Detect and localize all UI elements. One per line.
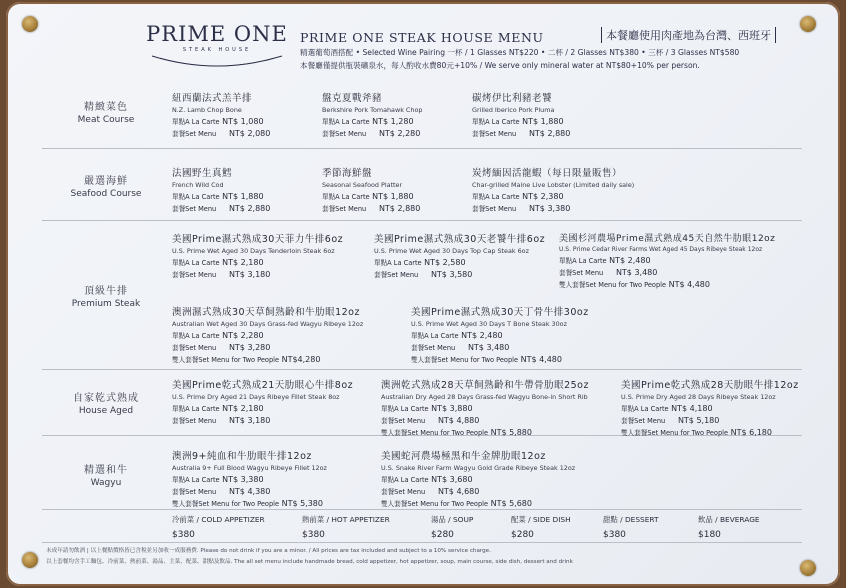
item-name-en: U.S. Prime Dry Aged 28 Days Ribeye Steak 12oz xyxy=(621,393,776,401)
alacarte-label: 單點A La Carte xyxy=(381,476,429,484)
item-name-zh: 季節海鮮盤 xyxy=(322,168,373,179)
setmenu-label: 套餐Set Menu xyxy=(381,417,426,425)
section-title-zh: 頂級牛排 xyxy=(84,286,128,297)
menu-item-snake-river-wagyu xyxy=(381,448,575,510)
menu-item-ribeye-fillet-8oz xyxy=(172,377,353,427)
item-name-en: Australia 9+ Full Blood Wagyu Ribeye Fillet 12oz xyxy=(172,464,327,472)
alacarte-label: 單點A La Carte xyxy=(559,257,607,265)
menu-item-iberico-pluma xyxy=(472,90,570,140)
section-title-en: Wagyu xyxy=(90,478,122,488)
extra-label: 熱前菜 / HOT APPETIZER xyxy=(302,515,390,524)
extra-cold-appetizer xyxy=(172,514,265,540)
section-wagyu xyxy=(48,461,164,488)
setmenu-label: 套餐Set Menu xyxy=(374,271,419,279)
extra-price: $380 xyxy=(302,530,325,540)
alacarte-label: 單點A La Carte xyxy=(472,193,520,201)
menu-item-lamb-chop xyxy=(172,90,270,140)
setmenu-price: NT$ 3,580 xyxy=(430,270,473,279)
divider xyxy=(42,148,802,149)
alacarte-label: 單點A La Carte xyxy=(621,405,669,413)
setmenu-price: NT$ 3,480 xyxy=(615,268,658,277)
setmenu-label: 套餐Set Menu xyxy=(172,488,217,496)
alacarte-label: 單點A La Carte xyxy=(172,405,220,413)
extra-hot-appetizer xyxy=(302,514,390,540)
alacarte-label: 單點A La Carte xyxy=(172,193,220,201)
menu-item-pork-tomahawk xyxy=(322,90,422,140)
logo xyxy=(146,22,288,72)
item-name-en: Char-grilled Maine Live Lobster (Limited daily sale) xyxy=(472,181,635,189)
item-name-zh: 澳洲9+純血和牛肋眼牛排12oz xyxy=(172,451,312,462)
menu-item-tenderloin-6oz xyxy=(172,231,343,281)
menu-item-top-cap-6oz xyxy=(374,231,545,281)
logo-text: PRIME ONE xyxy=(146,22,288,46)
twopeople-price: NT$ 6,180 xyxy=(730,428,772,437)
item-name-en: U.S. Prime Wet Aged 30 Days Top Cap Steak 6oz xyxy=(374,247,529,255)
setmenu-price: NT$ 4,680 xyxy=(437,487,480,496)
setmenu-price: NT$ 3,180 xyxy=(228,416,271,425)
alacarte-label: 單點A La Carte xyxy=(172,118,220,126)
section-meat-course xyxy=(48,98,164,125)
item-name-zh: 美國Prime乾式熟成21天肋眼心牛排8oz xyxy=(172,380,354,391)
alacarte-price: NT$ 1,880 xyxy=(372,192,414,201)
alacarte-label: 單點A La Carte xyxy=(411,332,459,340)
extra-label: 冷前菜 / COLD APPETIZER xyxy=(172,515,265,524)
logo-swoosh-icon xyxy=(146,50,288,72)
section-title-en: House Aged xyxy=(78,406,134,416)
menu-item-cedar-river-ribeye xyxy=(559,231,775,291)
menu-board xyxy=(6,2,840,586)
item-name-zh: 美國Prime濕式熟成30天菲力牛排6oz xyxy=(172,234,344,245)
item-name-zh: 盤克夏戰斧豬 xyxy=(322,93,383,104)
section-title-zh: 精緻菜色 xyxy=(84,102,128,113)
twopeople-label: 雙人套餐Set Menu for Two People xyxy=(381,429,489,437)
item-name-en: Australian Dry Aged 28 Days Grass-fed Wagyu Bone-in Short Rib xyxy=(381,393,588,401)
setmenu-label: 套餐Set Menu xyxy=(172,130,217,138)
item-name-zh: 紐西蘭法式羔羊排 xyxy=(172,93,253,104)
menu-item-full-blood-wagyu xyxy=(172,448,327,510)
screw-icon xyxy=(22,16,38,32)
setmenu-price: NT$ 2,880 xyxy=(378,204,421,213)
setmenu-price: NT$ 2,280 xyxy=(378,129,421,138)
section-premium-steak xyxy=(48,282,164,309)
menu-item-wagyu-short-rib xyxy=(381,377,589,439)
extra-label: 配菜 / SIDE DISH xyxy=(511,515,571,524)
setmenu-label: 套餐Set Menu xyxy=(172,271,217,279)
alacarte-price: NT$ 2,480 xyxy=(609,256,651,265)
item-name-zh: 美國Prime濕式熟成30天丁骨牛排30oz xyxy=(411,307,589,318)
item-name-zh: 法國野生真鱈 xyxy=(172,168,233,179)
setmenu-label: 套餐Set Menu xyxy=(172,417,217,425)
item-name-zh: 碳烤伊比利豬老饕 xyxy=(472,93,553,104)
extra-label: 湯品 / SOUP xyxy=(431,515,474,524)
twopeople-price: NT$ 4,480 xyxy=(668,280,710,289)
twopeople-label: 雙人套餐Set Menu for Two People xyxy=(559,281,667,289)
menu-item-wild-cod xyxy=(172,165,270,215)
setmenu-price: NT$ 5,180 xyxy=(677,416,720,425)
menu-item-t-bone-30oz xyxy=(411,304,589,366)
setmenu-label: 套餐Set Menu xyxy=(322,130,367,138)
setmenu-price: NT$ 3,180 xyxy=(228,270,271,279)
divider xyxy=(42,369,802,370)
footer-note-2: 以上套餐均含手工麵包、冷前菜、熱前菜、湯品、主菜、配菜、甜點及飲品. The all set menu include handmade bread, cold appetizer, hot appetizer, soup, main course, side dish, dessert and drink xyxy=(46,559,573,565)
alacarte-price: NT$ 2,380 xyxy=(522,192,564,201)
alacarte-label: 單點A La Carte xyxy=(172,332,220,340)
alacarte-label: 單點A La Carte xyxy=(472,118,520,126)
menu-item-wagyu-ribeye-wet xyxy=(172,304,363,366)
alacarte-price: NT$ 3,380 xyxy=(222,475,264,484)
alacarte-label: 單點A La Carte xyxy=(322,193,370,201)
wine-pairing: 精選葡萄酒搭配 • Selected Wine Pairing 一杯 / 1 Glasses NT$220 • 二杯 / 2 Glasses NT$380 • 三杯 / 3 Glasses NT$580 xyxy=(300,48,740,57)
screw-icon xyxy=(800,16,816,32)
item-name-en: U.S. Prime Wet Aged 30 Days Tenderloin Steak 6oz xyxy=(172,247,335,255)
item-name-zh: 炭烤緬因活龍蝦（每日限量販售） xyxy=(472,168,623,179)
section-house-aged xyxy=(48,389,164,416)
footer-note-1: 未成年請勿飲酒 | 以上餐點價格皆已含稅並另加收一成服務費. Please do not drink if you are a minor. / All prices are tax included and subject to a 10% service charge. xyxy=(46,548,491,554)
alacarte-price: NT$ 1,880 xyxy=(522,117,564,126)
setmenu-label: 套餐Set Menu xyxy=(472,205,517,213)
alacarte-price: NT$ 2,580 xyxy=(424,258,466,267)
section-title-zh: 自家乾式熟成 xyxy=(73,393,139,404)
item-name-en: U.S. Prime Cedar River Farms Wet Aged 45 Days Ribeye Steak 12oz xyxy=(559,246,763,253)
water-note: 本餐廳僅提供瓶裝礦泉水，每人酌收水費80元+10% / We serve only mineral water at NT$80+10% per person. xyxy=(300,61,700,70)
alacarte-price: NT$ 3,680 xyxy=(431,475,473,484)
setmenu-label: 套餐Set Menu xyxy=(322,205,367,213)
setmenu-price: NT$ 4,880 xyxy=(437,416,480,425)
setmenu-price: NT$ 3,480 xyxy=(467,343,510,352)
setmenu-label: 套餐Set Menu xyxy=(559,269,604,277)
extra-side-dish xyxy=(511,514,571,540)
extra-price: $280 xyxy=(431,530,454,540)
setmenu-label: 套餐Set Menu xyxy=(172,344,217,352)
setmenu-label: 套餐Set Menu xyxy=(381,488,426,496)
item-name-en: Seasonal Seafood Platter xyxy=(322,181,403,189)
setmenu-label: 套餐Set Menu xyxy=(621,417,666,425)
alacarte-label: 單點A La Carte xyxy=(322,118,370,126)
section-title-en: Premium Steak xyxy=(71,299,141,309)
section-title-zh: 精選和牛 xyxy=(84,465,128,476)
extra-price: $180 xyxy=(698,530,721,540)
item-name-en: Berkshire Pork Tomahawk Chop xyxy=(322,106,423,114)
alacarte-price: NT$ 1,880 xyxy=(222,192,264,201)
alacarte-price: NT$ 2,180 xyxy=(222,404,264,413)
alacarte-price: NT$ 2,280 xyxy=(222,331,264,340)
meat-origin-note: 本餐廳使用肉產地為台灣、西班牙 xyxy=(601,27,776,43)
extra-price: $380 xyxy=(172,530,195,540)
divider xyxy=(42,220,802,221)
screw-icon xyxy=(22,552,38,568)
alacarte-label: 單點A La Carte xyxy=(172,476,220,484)
item-name-zh: 澳洲濕式熟成30天草飼熟齡和牛肋眼12oz xyxy=(172,307,360,318)
item-name-en: Australian Wet Aged 30 Days Grass-fed Wagyu Ribeye 12oz xyxy=(172,320,364,328)
setmenu-price: NT$ 3,280 xyxy=(228,343,271,352)
item-name-zh: 美國蛇河農場極黑和牛金牌肋眼12oz xyxy=(381,451,546,462)
section-title-en: Seafood Course xyxy=(70,189,142,199)
twopeople-price: NT$ 5,680 xyxy=(490,499,532,508)
item-name-en: N.Z. Lamb Chop Bone xyxy=(172,106,242,114)
item-name-en: French Wild Cod xyxy=(172,181,224,189)
twopeople-price: NT$ 5,380 xyxy=(281,499,323,508)
setmenu-price: NT$ 3,380 xyxy=(528,204,571,213)
section-title-en: Meat Course xyxy=(77,115,135,125)
alacarte-price: NT$ 4,180 xyxy=(671,404,713,413)
alacarte-price: NT$ 2,480 xyxy=(461,331,503,340)
extra-dessert xyxy=(603,514,659,540)
alacarte-price: NT$ 1,280 xyxy=(372,117,414,126)
menu-title: PRIME ONE STEAK HOUSE MENU xyxy=(300,30,544,45)
setmenu-price: NT$ 2,080 xyxy=(228,129,271,138)
setmenu-label: 套餐Set Menu xyxy=(472,130,517,138)
extra-price: $280 xyxy=(511,530,534,540)
item-name-zh: 美國Prime乾式熟成28天肋眼牛排12oz xyxy=(621,380,799,391)
item-name-en: U.S. Prime Dry Aged 21 Days Ribeye Fillet Steak 8oz xyxy=(172,393,340,401)
alacarte-label: 單點A La Carte xyxy=(172,259,220,267)
extra-soup xyxy=(431,514,473,540)
twopeople-label: 雙人套餐Set Menu for Two People xyxy=(411,356,519,364)
alacarte-label: 單點A La Carte xyxy=(374,259,422,267)
section-seafood-course xyxy=(48,172,164,199)
extra-label: 飲品 / BEVERAGE xyxy=(698,515,760,524)
item-name-en: Grilled Iberico Pork Pluma xyxy=(472,106,555,114)
logo-subtitle: STEAK HOUSE xyxy=(182,47,252,53)
extra-label: 甜點 / DESSERT xyxy=(603,515,659,524)
extra-price: $380 xyxy=(603,530,626,540)
twopeople-label: 雙人套餐Set Menu for Two People xyxy=(621,429,729,437)
twopeople-price: NT$4,280 xyxy=(281,355,321,364)
item-name-en: U.S. Prime Wet Aged 30 Days T Bone Steak 30oz xyxy=(411,320,567,328)
section-title-zh: 嚴選海鮮 xyxy=(84,176,128,187)
setmenu-price: NT$ 2,880 xyxy=(528,129,571,138)
setmenu-label: 套餐Set Menu xyxy=(172,205,217,213)
alacarte-price: NT$ 1,080 xyxy=(222,117,264,126)
twopeople-price: NT$ 4,480 xyxy=(520,355,562,364)
setmenu-price: NT$ 2,880 xyxy=(228,204,271,213)
item-name-en: U.S. Snake River Farm Wagyu Gold Grade Ribeye Steak 12oz xyxy=(381,464,576,472)
alacarte-label: 單點A La Carte xyxy=(381,405,429,413)
alacarte-price: NT$ 2,180 xyxy=(222,258,264,267)
setmenu-label: 套餐Set Menu xyxy=(411,344,456,352)
divider xyxy=(42,542,802,543)
twopeople-label: 雙人套餐Set Menu for Two People xyxy=(172,500,280,508)
twopeople-label: 雙人套餐Set Menu for Two People xyxy=(172,356,280,364)
item-name-zh: 澳洲乾式熟成28天草飼熟齡和牛帶骨肋眼25oz xyxy=(381,380,589,391)
twopeople-label: 雙人套餐Set Menu for Two People xyxy=(381,500,489,508)
item-name-zh: 美國Prime濕式熟成30天老饕牛排6oz xyxy=(374,234,546,245)
setmenu-price: NT$ 4,380 xyxy=(228,487,271,496)
extra-beverage xyxy=(698,514,760,540)
menu-item-dry-aged-ribeye-12oz xyxy=(621,377,799,439)
item-name-zh: 美國杉河農場Prime濕式熟成45天自然牛肋眼12oz xyxy=(559,234,776,244)
alacarte-price: NT$ 3,880 xyxy=(431,404,473,413)
twopeople-price: NT$ 5,880 xyxy=(490,428,532,437)
menu-item-seafood-platter xyxy=(322,165,420,215)
menu-item-maine-lobster xyxy=(472,165,634,215)
screw-icon xyxy=(800,560,816,576)
